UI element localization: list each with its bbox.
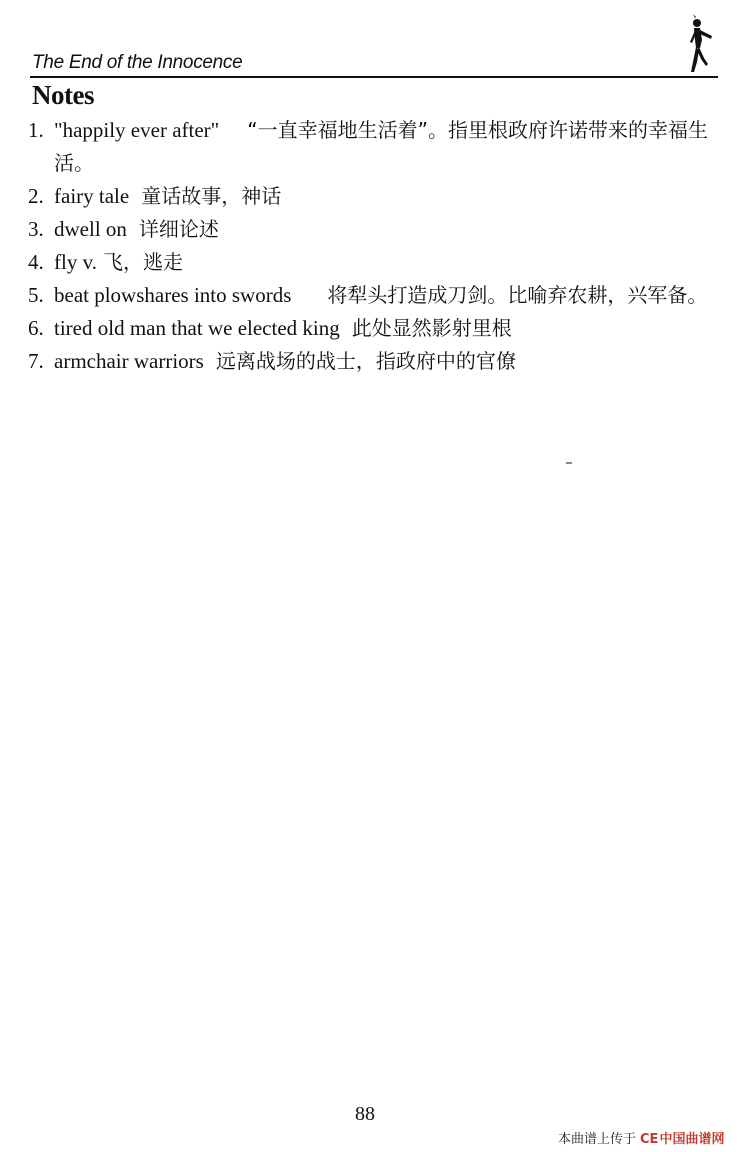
note-item-2	[28, 180, 722, 213]
note-term: dwell on	[54, 217, 127, 241]
watermark-text: 本曲谱上传于	[558, 1132, 637, 1147]
note-number: 1.	[28, 118, 44, 142]
running-title: The End of the Innocence	[32, 52, 243, 73]
note-explanation: 童话故事，神话	[141, 184, 282, 208]
note-item-4	[28, 246, 722, 279]
note-number: 7.	[28, 349, 44, 373]
note-explanation: 将犁头打造成刀剑。比喻弃农耕，兴军备。	[327, 283, 708, 307]
notes-list	[28, 114, 722, 378]
dancer-figure-icon	[680, 14, 720, 76]
note-item-1	[28, 114, 722, 180]
site-logo-icon: CE	[640, 1132, 659, 1147]
note-item-3	[28, 213, 722, 246]
page-number: 88	[355, 1103, 375, 1125]
note-explanation: “一直幸福地生活着”。指里根政府许诺带来的幸福生活。	[54, 118, 708, 175]
note-item-7	[28, 345, 722, 378]
note-number: 5.	[28, 283, 44, 307]
note-explanation: 飞，逃走	[102, 250, 183, 274]
note-number: 3.	[28, 217, 44, 241]
running-header	[30, 52, 718, 78]
note-item-6	[28, 312, 722, 345]
note-term: beat plowshares into swords	[54, 283, 292, 307]
watermark-site: 中国曲谱网	[659, 1132, 725, 1147]
note-term: armchair warriors	[54, 349, 204, 373]
note-number: 6.	[28, 316, 44, 340]
note-term: tired old man that we elected king	[54, 316, 340, 340]
note-term: "happily ever after"	[54, 118, 220, 142]
header-rule	[30, 76, 718, 78]
note-term: fly v.	[54, 250, 97, 274]
note-number: 2.	[28, 184, 44, 208]
scan-speck	[566, 462, 572, 464]
note-explanation: 此处显然影射里根	[351, 316, 512, 340]
watermark	[558, 1128, 724, 1147]
note-number: 4.	[28, 250, 44, 274]
note-explanation: 详细论述	[138, 217, 219, 241]
note-item-5	[28, 279, 722, 312]
note-explanation: 远离战场的战士，指政府中的官僚	[215, 349, 516, 373]
note-term: fairy tale	[54, 184, 130, 208]
notes-heading: Notes	[32, 80, 94, 110]
